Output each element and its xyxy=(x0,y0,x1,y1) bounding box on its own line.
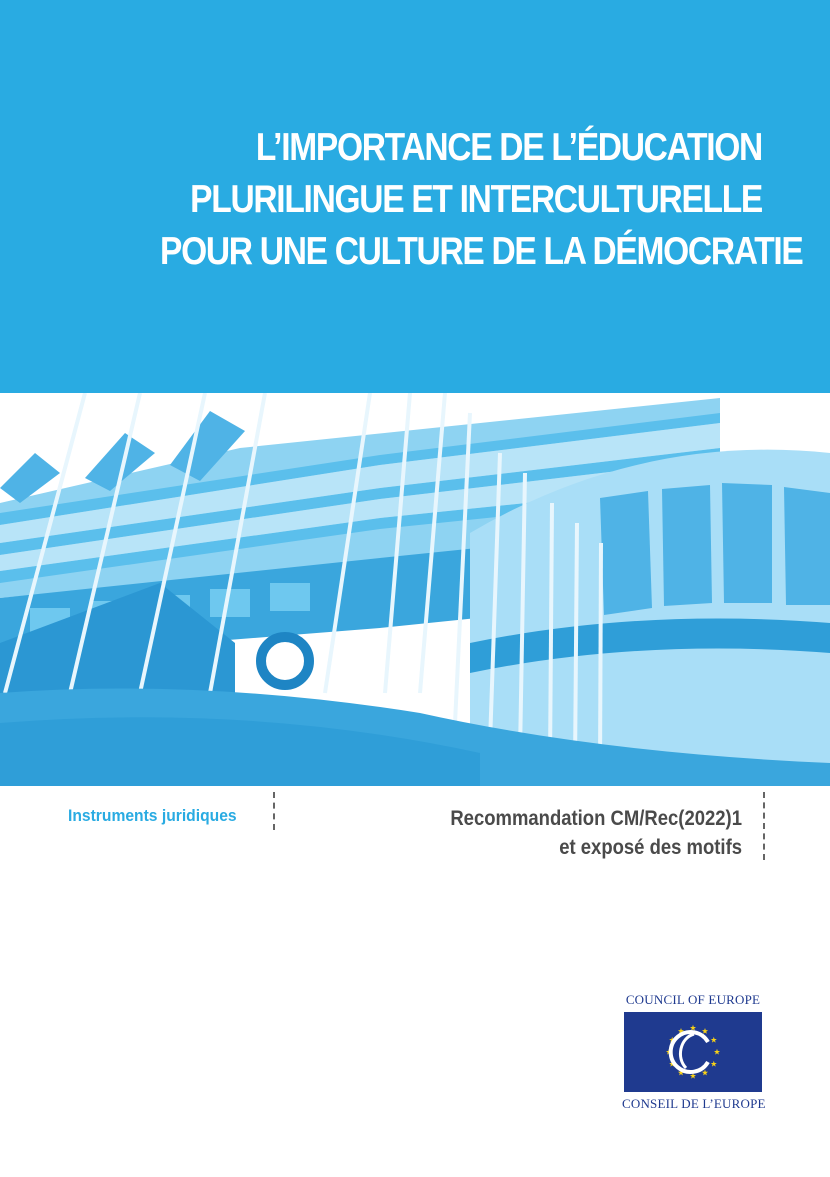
logo-text-french: CONSEIL DE L’EUROPE xyxy=(622,1096,766,1111)
cover-title xyxy=(160,122,803,278)
cover-title-line-1: L’IMPORTANCE DE L’ÉDUCATION xyxy=(255,126,762,169)
logo-flag xyxy=(624,1012,762,1092)
recommendation-number: Recommandation CM/Rec(2022)1 xyxy=(450,807,742,830)
divider-right xyxy=(763,792,765,860)
palais-de-l-europe-illustration xyxy=(0,393,830,786)
recommendation-subtitle: et exposé des motifs xyxy=(559,836,742,859)
council-of-europe-emblem-icon xyxy=(624,1012,762,1092)
title-banner xyxy=(0,0,830,393)
council-of-europe-logo xyxy=(622,992,764,1114)
document-reference xyxy=(372,804,742,862)
cover-title-line-2: PLURILINGUE ET INTERCULTURELLE xyxy=(190,178,763,221)
cover-title-line-3: POUR UNE CULTURE DE LA DÉMOCRATIE xyxy=(160,230,803,273)
divider-left xyxy=(273,792,275,830)
building-photo xyxy=(0,393,830,786)
series-label: Instruments juridiques xyxy=(68,806,237,825)
logo-text-english: COUNCIL OF EUROPE xyxy=(625,992,761,1007)
